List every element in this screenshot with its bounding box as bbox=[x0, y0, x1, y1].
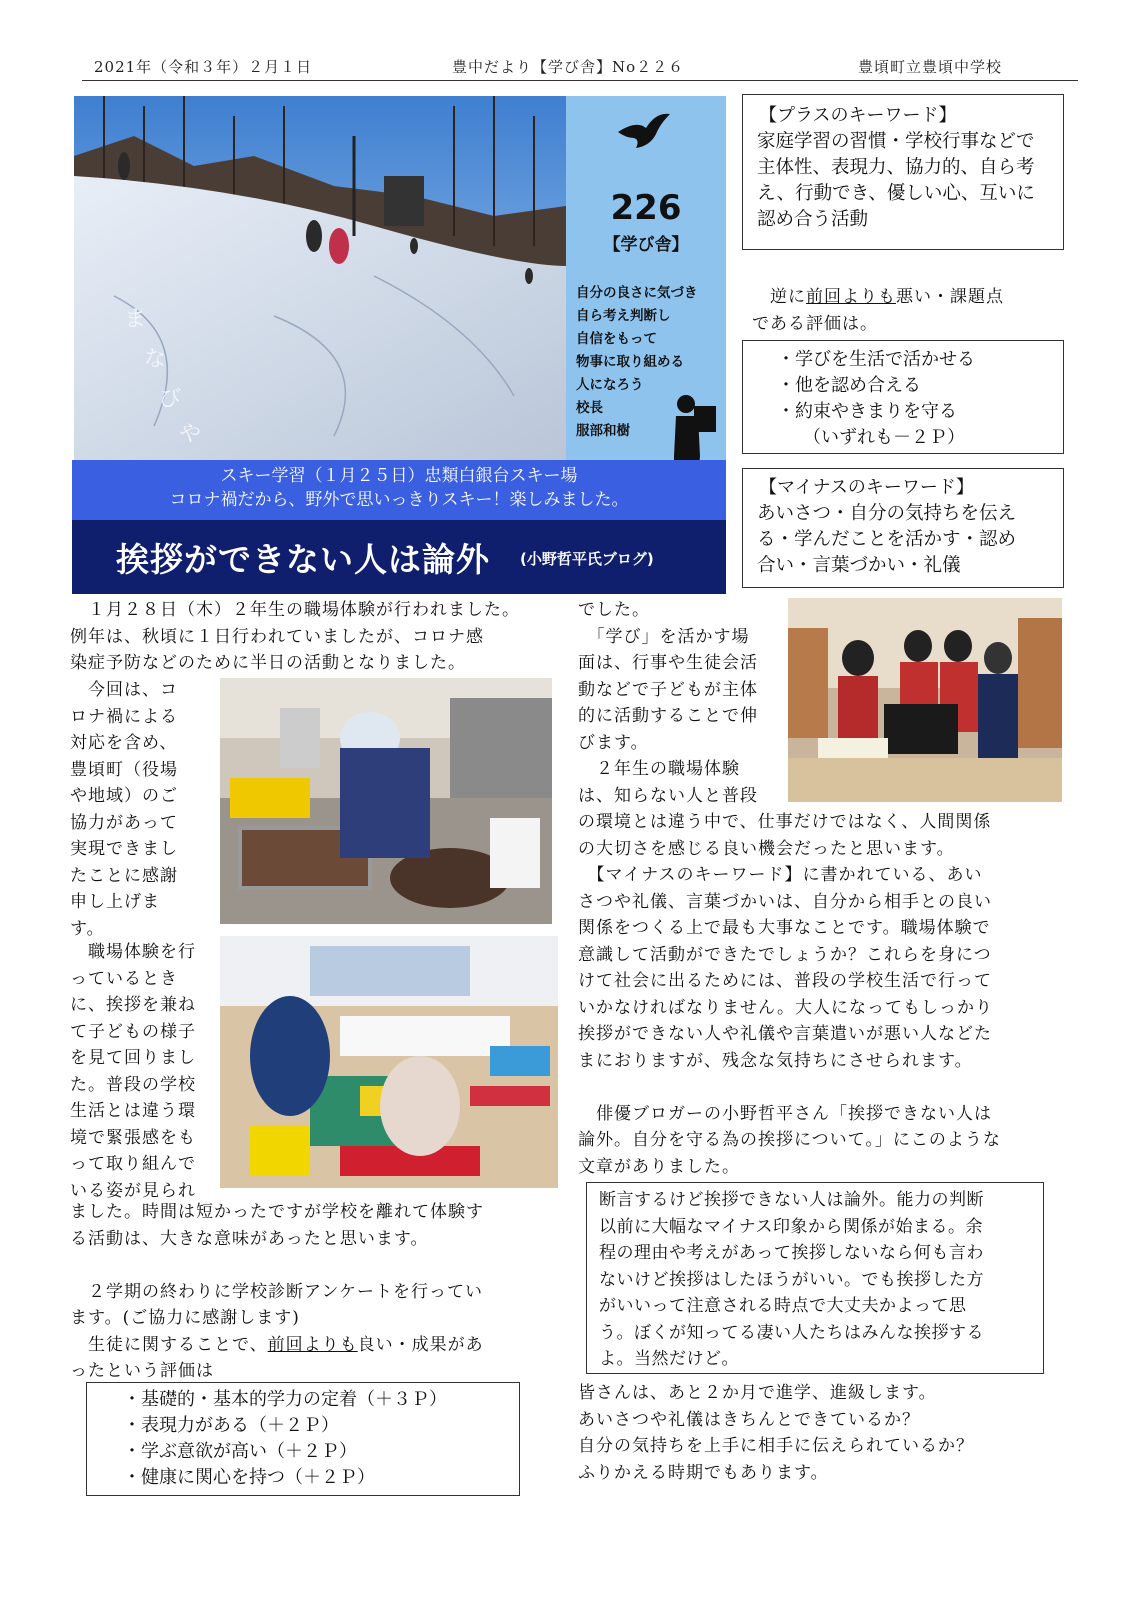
school-name: 豊頃町立豊頃中学校 bbox=[858, 58, 1003, 76]
office-photo bbox=[788, 598, 1062, 802]
plus-keywords-title: 【プラスのキーワード】 bbox=[759, 105, 957, 126]
principal-title: 校長 bbox=[576, 400, 603, 416]
minus-items-box bbox=[742, 340, 1064, 454]
photo-caption: スキー学習（１月２５日）忠類白銀台スキー場 コロナ禍だから、野外で思いっきりスキー！楽しみました。 bbox=[72, 460, 726, 522]
kitchen-photo bbox=[220, 678, 552, 924]
left-narrow-text-1: 今回は、コ ロナ禍による 対応を含め、 豊頃町（役場 や地域）のご 協力があって 実現できまし たことに感謝 申し上げま す。 bbox=[70, 680, 178, 939]
plus-items-box bbox=[86, 1382, 520, 1496]
issue-banner bbox=[566, 96, 726, 460]
principal-name: 服部和樹 bbox=[576, 423, 630, 439]
newsletter-title: 豊中だより【学び舎】No２２６ bbox=[452, 58, 685, 76]
header-rule bbox=[82, 80, 1078, 81]
blog-quote-box bbox=[586, 1182, 1044, 1374]
plus-keywords-box bbox=[742, 94, 1064, 250]
headline-source: (小野哲平氏ブログ) bbox=[520, 550, 654, 568]
bird-icon bbox=[616, 110, 672, 152]
plus-keywords-text: 家庭学習の習慣・学校行事などで 主体性、表現力、協力的、自ら考 え、行動でき、優しい心、互いに 認め合う活動 bbox=[757, 131, 1035, 230]
svg-text:な: な bbox=[144, 347, 167, 372]
minus-keywords-title: 【マイナスのキーワード】 bbox=[759, 477, 974, 498]
blog-quote-text: 断言するけど挨拶できない人は論外。能力の判断 以前に大幅なマイナス印象から関係が始まる。余 程の理由や考えがあって挨拶しないなら何も言わ ないけど挨拶はしたほうがいい。でも挨拶した方 がいいって注意される時点で大丈夫かよって思 う。ぼくが知ってる凄い人たちはみんな挨拶する よ。当然だけど。 bbox=[599, 1190, 984, 1369]
svg-text:び: び bbox=[159, 387, 182, 412]
left-intro: １月２８日（木）２年生の職場体験が行われました。 例年は、秋頃に１日行われていましたが、コロナ感 染症予防などのために半日の活動となりました。 bbox=[70, 600, 520, 673]
ski-photo bbox=[74, 96, 566, 460]
headline-bar bbox=[72, 520, 726, 594]
issue-number: 226 bbox=[610, 188, 682, 228]
issue-date: 2021年（令和３年）２月１日 bbox=[94, 58, 313, 76]
minus-items-list: ・学びを生活で活かせる ・他を認め合える ・約束やきまりを守る （いずれも－２Ｐ） bbox=[777, 349, 975, 448]
svg-text:ま: ま bbox=[124, 307, 147, 332]
minus-intro: 逆に前回よりも悪い・課題点 である評価は。 bbox=[752, 287, 1004, 334]
minus-keywords-box bbox=[742, 468, 1064, 588]
right-wide-text: の環境とは違う中で、仕事だけではなく、人間関係 の大切さを感じる良い機会だったと思います。 【マイナスのキーワード】に書かれている、あい さつや礼儀、言葉づかいは、自分から相手との良い 関係をつくる上で最も大事なことです。職場体験で 意識して活動ができたでしょうか？これらを身につ けて社会に出るためには、普段の学校生活で行って いかなければなりません。大人になってもしっかり 挨拶ができない人や礼儀や言葉遣いが悪い人などた まにおりますが、残念な気持ちにさせられます。 俳優ブロガーの小野哲平さん「挨拶できない人は 論外。自分を守る為の挨拶について。」にこのような 文章がありました。 bbox=[578, 812, 1001, 1177]
left-wide-text: ました。時間は短かったですが学校を離れて体験す る活動は、大きな意味があったと思います。 ２学期の終わりに学校診断アンケートを行ってい ます。(ご協力に感謝します) 生徒に関することで、前回よりも良い・成果があ ったという評価は bbox=[70, 1202, 484, 1381]
plus-items-list: ・基礎的・基本的学力の定着（＋３Ｐ） ・表現力がある（＋２Ｐ） ・学ぶ意欲が高い（＋２Ｐ） ・健康に関心を持つ（＋２Ｐ） bbox=[123, 1389, 447, 1488]
headline: 挨拶ができない人は論外 bbox=[116, 540, 490, 579]
right-narrow-text: でした。 「学び」を活かす場 面は、行事や生徒会活 動などで子どもが主体 的に活動することで伸 びます。 ２年生の職場体験 は、知らない人と普段 bbox=[578, 600, 758, 806]
issue-name: 【学び舎】 bbox=[603, 235, 689, 255]
school-motto: 自分の良さに気づき 自ら考え判断し 自信をもって 物事に取り組める 人になろう 校長 服部和樹 bbox=[576, 282, 698, 443]
nursery-photo bbox=[220, 936, 558, 1188]
svg-text:や: や bbox=[179, 422, 202, 447]
closing-text: 皆さんは、あと２か月で進学、進級します。 あいさつや礼儀はきちんとできているか？ 自分の気持ちを上手に相手に伝えられているか？ ふりかえる時期でもあります。 bbox=[578, 1383, 974, 1483]
left-narrow-text-2: 職場体験を行 っているとき に、挨拶を兼ね て子どもの様子 を見て回りまし た。普段の学校 生活とは違う環 境で緊張感をも って取り組んで いる姿が見られ bbox=[70, 942, 196, 1201]
minus-keywords-text: あいさつ・自分の気持ちを伝え る・学んだことを活かす・認め 合い・言葉づかい・礼儀 bbox=[757, 503, 1017, 576]
